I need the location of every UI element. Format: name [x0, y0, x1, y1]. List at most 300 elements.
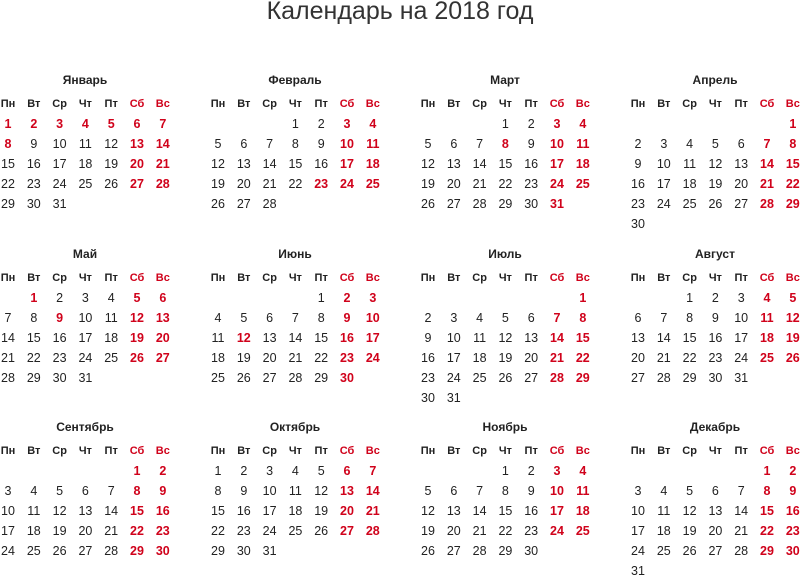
- day-cell: 23: [708, 351, 723, 365]
- day-cell-holiday: 8: [763, 484, 771, 498]
- day-cell: 10: [734, 311, 749, 325]
- weekday-header: Пт: [734, 445, 748, 457]
- day-cell-holiday: 23: [155, 524, 170, 538]
- day-cell: 8: [214, 484, 222, 498]
- day-cell: 25: [104, 351, 119, 365]
- day-cell: 22: [314, 351, 329, 365]
- day-cell: 15: [1, 157, 15, 171]
- day-cell-holiday: 18: [575, 157, 590, 171]
- day-cell-holiday: 1: [789, 117, 797, 131]
- day-cell-holiday: 9: [343, 311, 351, 325]
- day-cell: 14: [1, 331, 15, 345]
- day-cell: 15: [498, 157, 513, 171]
- day-cell: 4: [30, 484, 38, 498]
- day-cell: 12: [421, 157, 435, 171]
- month-block: [415, 247, 595, 411]
- day-cell-holiday: 17: [340, 157, 354, 171]
- day-cell-holiday: 1: [133, 464, 141, 478]
- weekday-header: Вс: [155, 272, 170, 284]
- weekday-header: Пт: [524, 272, 538, 284]
- weekday-header: Пт: [524, 98, 538, 110]
- day-cell: 3: [737, 291, 745, 305]
- day-cell: 19: [52, 524, 67, 538]
- day-cell-holiday: 18: [575, 504, 590, 518]
- day-cell: 27: [78, 544, 93, 558]
- day-cell: 9: [424, 331, 432, 345]
- day-cell: 20: [262, 351, 277, 365]
- day-cell: 10: [78, 311, 93, 325]
- weekday-header: Сб: [759, 445, 775, 457]
- day-cell-holiday: 15: [130, 504, 144, 518]
- day-cell-holiday: 15: [575, 331, 590, 345]
- day-cell: 26: [421, 544, 435, 558]
- day-cell: 31: [734, 371, 749, 385]
- weekday-header: Ср: [262, 272, 277, 284]
- weekday-header: Вс: [155, 445, 170, 457]
- day-cell: 22: [288, 177, 303, 191]
- day-cell: 17: [631, 524, 645, 538]
- day-cell: 19: [498, 351, 513, 365]
- day-cell: 11: [657, 504, 671, 518]
- day-cell-holiday: 1: [763, 464, 771, 478]
- day-cell: 30: [421, 391, 435, 405]
- day-cell: 16: [631, 177, 645, 191]
- day-cell-holiday: 4: [81, 117, 89, 131]
- weekday-header: Вт: [237, 445, 251, 457]
- day-cell-holiday: 25: [575, 524, 590, 538]
- day-cell: 5: [214, 137, 222, 151]
- weekday-header: Ср: [52, 98, 67, 110]
- day-cell-holiday: 21: [760, 177, 774, 191]
- day-cell-holiday: 21: [550, 351, 564, 365]
- day-cell-holiday: 14: [155, 137, 170, 151]
- day-cell: 26: [236, 371, 251, 385]
- weekday-header: Пт: [314, 445, 328, 457]
- weekday-header: Ср: [682, 445, 697, 457]
- day-cell: 7: [107, 484, 115, 498]
- day-cell-holiday: 30: [785, 544, 800, 558]
- day-cell-holiday: 20: [340, 504, 354, 518]
- day-cell-holiday: 16: [155, 504, 170, 518]
- day-cell: 24: [631, 544, 645, 558]
- weekday-header: Чт: [78, 445, 92, 457]
- weekday-header: Сб: [759, 98, 775, 110]
- day-cell: 10: [446, 331, 461, 345]
- day-cell-holiday: 23: [340, 351, 354, 365]
- day-cell: 26: [211, 197, 225, 211]
- day-cell-holiday: 27: [340, 524, 354, 538]
- day-cell: 14: [104, 504, 119, 518]
- weekday-header: Чт: [288, 272, 302, 284]
- weekday-header: Пн: [630, 445, 646, 457]
- day-cell-holiday: 30: [340, 371, 354, 385]
- weekday-header: Сб: [339, 98, 355, 110]
- day-cell: 19: [682, 524, 697, 538]
- day-cell-holiday: 29: [760, 544, 774, 558]
- day-cell: 27: [734, 197, 749, 211]
- day-cell: 5: [686, 484, 694, 498]
- day-cell-holiday: 6: [133, 117, 141, 131]
- day-cell: 29: [498, 544, 513, 558]
- day-cell: 10: [656, 157, 671, 171]
- day-cell: 7: [4, 311, 12, 325]
- day-cell: 2: [317, 117, 325, 131]
- day-cell: 28: [1, 371, 15, 385]
- day-cell: 22: [1, 177, 15, 191]
- day-cell: 16: [524, 157, 539, 171]
- day-cell-holiday: 20: [155, 331, 170, 345]
- day-cell: 29: [682, 371, 697, 385]
- day-cell: 6: [634, 311, 642, 325]
- day-cell-holiday: 16: [340, 331, 354, 345]
- day-cell: 28: [472, 544, 487, 558]
- day-cell-holiday: 2: [789, 464, 797, 478]
- day-cell: 19: [236, 351, 251, 365]
- weekday-header: Пн: [210, 98, 226, 110]
- day-cell-holiday: 23: [785, 524, 800, 538]
- day-cell: 15: [682, 331, 697, 345]
- day-cell-holiday: 10: [365, 311, 380, 325]
- weekday-header: Вт: [447, 272, 461, 284]
- day-cell: 7: [737, 484, 745, 498]
- day-cell: 3: [81, 291, 89, 305]
- weekday-header: Вт: [447, 445, 461, 457]
- day-cell-holiday: 4: [579, 464, 587, 478]
- day-cell-holiday: 6: [159, 291, 167, 305]
- day-cell: 21: [472, 177, 487, 191]
- day-cell: 13: [446, 504, 461, 518]
- page-title: Календарь на 2018 год: [266, 0, 534, 25]
- day-cell: 6: [81, 484, 89, 498]
- day-cell: 27: [631, 371, 645, 385]
- day-cell: 10: [631, 504, 645, 518]
- day-cell-holiday: 7: [159, 117, 167, 131]
- day-cell: 17: [446, 351, 461, 365]
- day-cell: 15: [288, 157, 303, 171]
- day-cell-holiday: 25: [760, 351, 774, 365]
- day-cell: 21: [288, 351, 303, 365]
- day-cell: 6: [737, 137, 745, 151]
- day-cell-holiday: 17: [550, 157, 564, 171]
- weekday-header: Сб: [549, 272, 565, 284]
- day-cell-holiday: 13: [130, 137, 144, 151]
- day-cell-holiday: 9: [789, 484, 797, 498]
- day-cell: 12: [421, 504, 435, 518]
- day-cell-holiday: 21: [365, 504, 380, 518]
- day-cell: 16: [52, 331, 67, 345]
- day-cell: 18: [104, 331, 119, 345]
- day-cell: 11: [288, 484, 302, 498]
- day-cell-holiday: 24: [550, 524, 564, 538]
- day-cell: 26: [498, 371, 513, 385]
- day-cell: 30: [52, 371, 67, 385]
- weekday-header: Чт: [288, 445, 302, 457]
- day-cell: 20: [446, 524, 461, 538]
- day-cell-holiday: 27: [130, 177, 144, 191]
- month-name: Ноябрь: [482, 420, 528, 434]
- day-cell: 14: [656, 331, 671, 345]
- day-cell-holiday: 17: [365, 331, 380, 345]
- day-cell-holiday: 25: [575, 177, 590, 191]
- month-name: Август: [695, 247, 735, 261]
- day-cell-holiday: 2: [30, 117, 38, 131]
- day-cell: 11: [683, 157, 697, 171]
- day-cell: 22: [211, 524, 225, 538]
- weekday-header: Вс: [575, 98, 590, 110]
- weekday-header: Чт: [498, 272, 512, 284]
- weekday-header: Ср: [682, 98, 697, 110]
- day-cell: 23: [524, 524, 539, 538]
- day-cell: 12: [314, 484, 329, 498]
- day-cell-holiday: 4: [579, 117, 587, 131]
- weekday-header: Ср: [262, 445, 277, 457]
- day-cell: 20: [78, 524, 93, 538]
- month-name: Март: [490, 73, 520, 87]
- day-cell: 6: [450, 484, 458, 498]
- day-cell-holiday: 28: [550, 371, 564, 385]
- day-cell-holiday: 9: [159, 484, 167, 498]
- day-cell: 12: [498, 331, 513, 345]
- day-cell-holiday: 19: [785, 331, 800, 345]
- day-cell: 23: [631, 197, 645, 211]
- weekday-header: Сб: [339, 272, 355, 284]
- day-cell: 5: [240, 311, 248, 325]
- day-cell: 14: [288, 331, 303, 345]
- day-cell-holiday: 2: [159, 464, 167, 478]
- day-cell: 21: [656, 351, 671, 365]
- day-cell: 7: [266, 137, 274, 151]
- day-cell: 24: [734, 351, 749, 365]
- day-cell-holiday: 3: [553, 117, 561, 131]
- day-cell-holiday: 15: [785, 157, 800, 171]
- day-cell: 30: [236, 544, 251, 558]
- day-cell: 8: [686, 311, 694, 325]
- day-cell: 30: [524, 197, 539, 211]
- day-cell: 5: [424, 137, 432, 151]
- day-cell-holiday: 9: [56, 311, 64, 325]
- day-cell-holiday: 24: [550, 177, 564, 191]
- day-cell: 28: [288, 371, 303, 385]
- day-cell: 21: [734, 524, 749, 538]
- weekday-header: Ср: [472, 98, 487, 110]
- day-cell: 25: [78, 177, 93, 191]
- weekday-header: Сб: [549, 445, 565, 457]
- day-cell: 9: [634, 157, 642, 171]
- day-cell-holiday: 17: [550, 504, 564, 518]
- weekday-header: Чт: [78, 98, 92, 110]
- day-cell: 9: [527, 484, 535, 498]
- day-cell: 7: [476, 484, 484, 498]
- day-cell: 28: [104, 544, 119, 558]
- day-cell-holiday: 16: [785, 504, 800, 518]
- day-cell-holiday: 18: [365, 157, 380, 171]
- day-cell: 31: [52, 197, 67, 211]
- month-name: Апрель: [692, 73, 738, 87]
- day-cell: 8: [501, 484, 509, 498]
- day-cell-holiday: 27: [155, 351, 170, 365]
- day-cell: 21: [262, 177, 277, 191]
- day-cell: 8: [291, 137, 299, 151]
- day-cell: 1: [317, 291, 325, 305]
- day-cell: 12: [104, 137, 119, 151]
- day-cell-holiday: 29: [130, 544, 144, 558]
- day-cell-holiday: 29: [785, 197, 800, 211]
- weekday-header: Сб: [759, 272, 775, 284]
- day-cell: 30: [26, 197, 41, 211]
- weekday-header: Сб: [129, 445, 145, 457]
- weekday-header: Пн: [210, 445, 226, 457]
- day-cell: 31: [631, 564, 645, 578]
- day-cell: 14: [262, 157, 277, 171]
- weekday-header: Чт: [708, 98, 722, 110]
- day-cell: 20: [446, 177, 461, 191]
- weekday-header: Вт: [237, 272, 251, 284]
- month-name: Май: [72, 247, 98, 261]
- day-cell-holiday: 21: [155, 157, 170, 171]
- day-cell: 10: [262, 484, 277, 498]
- day-cell: 23: [26, 177, 41, 191]
- day-cell: 14: [472, 157, 487, 171]
- day-cell-holiday: 23: [314, 177, 329, 191]
- day-cell: 27: [446, 197, 461, 211]
- day-cell: 18: [26, 524, 41, 538]
- day-cell: 31: [78, 371, 93, 385]
- day-cell-holiday: 19: [130, 331, 144, 345]
- day-cell-holiday: 20: [130, 157, 144, 171]
- day-cell-holiday: 8: [501, 137, 509, 151]
- weekday-header: Пн: [0, 445, 16, 457]
- day-cell: 23: [52, 351, 67, 365]
- month-block: [205, 247, 385, 411]
- weekday-header: Чт: [288, 98, 302, 110]
- weekday-header: Пн: [420, 445, 436, 457]
- day-cell-holiday: 12: [236, 331, 251, 345]
- day-cell: 5: [317, 464, 325, 478]
- day-cell: 13: [734, 157, 749, 171]
- day-cell: 18: [211, 351, 225, 365]
- weekday-header: Ср: [472, 445, 487, 457]
- day-cell: 4: [660, 484, 668, 498]
- month-block: [625, 73, 800, 237]
- day-cell: 11: [211, 331, 225, 345]
- day-cell: 6: [450, 137, 458, 151]
- day-cell: 4: [107, 291, 115, 305]
- day-cell: 7: [476, 137, 484, 151]
- weekday-header: Вс: [575, 272, 590, 284]
- day-cell-holiday: 2: [343, 291, 351, 305]
- day-cell-holiday: 28: [155, 177, 170, 191]
- month-name: Январь: [62, 73, 108, 87]
- day-cell: 18: [656, 524, 671, 538]
- weekday-header: Вс: [785, 272, 800, 284]
- day-cell-holiday: 26: [785, 351, 800, 365]
- day-cell: 2: [527, 117, 535, 131]
- day-cell: 20: [708, 524, 723, 538]
- day-cell: 31: [262, 544, 277, 558]
- month-name: Июнь: [278, 247, 312, 261]
- day-cell: 27: [236, 197, 251, 211]
- day-cell: 29: [498, 197, 513, 211]
- day-cell: 3: [266, 464, 274, 478]
- day-cell-holiday: 10: [340, 137, 354, 151]
- day-cell-holiday: 11: [576, 137, 590, 151]
- weekday-header: Вс: [365, 272, 380, 284]
- day-cell: 30: [631, 217, 645, 231]
- day-cell: 25: [472, 371, 487, 385]
- weekday-header: Вт: [27, 98, 41, 110]
- day-cell: 7: [291, 311, 299, 325]
- day-cell: 31: [446, 391, 461, 405]
- day-cell: 2: [711, 291, 719, 305]
- day-cell: 9: [711, 311, 719, 325]
- day-cell-holiday: 8: [789, 137, 797, 151]
- day-cell: 13: [631, 331, 645, 345]
- weekday-header: Ср: [262, 98, 277, 110]
- day-cell: 10: [52, 137, 67, 151]
- day-cell: 12: [211, 157, 225, 171]
- day-cell: 22: [498, 177, 513, 191]
- day-cell: 19: [421, 177, 435, 191]
- month-block: [415, 420, 595, 584]
- day-cell: 16: [314, 157, 329, 171]
- day-cell: 2: [424, 311, 432, 325]
- day-cell: 3: [4, 484, 12, 498]
- day-cell: 12: [52, 504, 67, 518]
- day-cell-holiday: 11: [576, 484, 590, 498]
- day-cell: 16: [421, 351, 435, 365]
- weekday-header: Ср: [472, 272, 487, 284]
- day-cell: 16: [236, 504, 251, 518]
- weekday-header: Сб: [129, 272, 145, 284]
- day-cell-holiday: 24: [365, 351, 380, 365]
- day-cell: 13: [262, 331, 277, 345]
- day-cell: 9: [317, 137, 325, 151]
- day-cell: 30: [524, 544, 539, 558]
- day-cell-holiday: 29: [575, 371, 590, 385]
- weekday-header: Вт: [657, 445, 671, 457]
- day-cell: 23: [236, 524, 251, 538]
- month-block: [625, 420, 800, 584]
- day-cell: 23: [421, 371, 435, 385]
- weekday-header: Пт: [314, 272, 328, 284]
- day-cell: 13: [236, 157, 251, 171]
- day-cell-holiday: 3: [56, 117, 64, 131]
- day-cell-holiday: 12: [130, 311, 144, 325]
- day-cell-holiday: 10: [550, 484, 564, 498]
- day-cell: 26: [314, 524, 329, 538]
- weekday-header: Вс: [575, 445, 590, 457]
- day-cell: 20: [734, 177, 749, 191]
- day-cell: 27: [446, 544, 461, 558]
- day-cell: 9: [240, 484, 248, 498]
- day-cell: 7: [660, 311, 668, 325]
- day-cell: 2: [240, 464, 248, 478]
- month-block: [0, 420, 175, 584]
- day-cell: 14: [472, 504, 487, 518]
- day-cell: 19: [211, 177, 225, 191]
- day-cell: 29: [211, 544, 225, 558]
- day-cell: 22: [26, 351, 41, 365]
- day-cell: 29: [314, 371, 329, 385]
- day-cell-holiday: 8: [4, 137, 12, 151]
- day-cell: 26: [682, 544, 697, 558]
- month-name: Сентябрь: [56, 420, 114, 434]
- day-cell: 28: [734, 544, 749, 558]
- day-cell: 24: [52, 177, 67, 191]
- day-cell: 13: [708, 504, 723, 518]
- weekday-header: Вт: [27, 272, 41, 284]
- day-cell-holiday: 14: [365, 484, 380, 498]
